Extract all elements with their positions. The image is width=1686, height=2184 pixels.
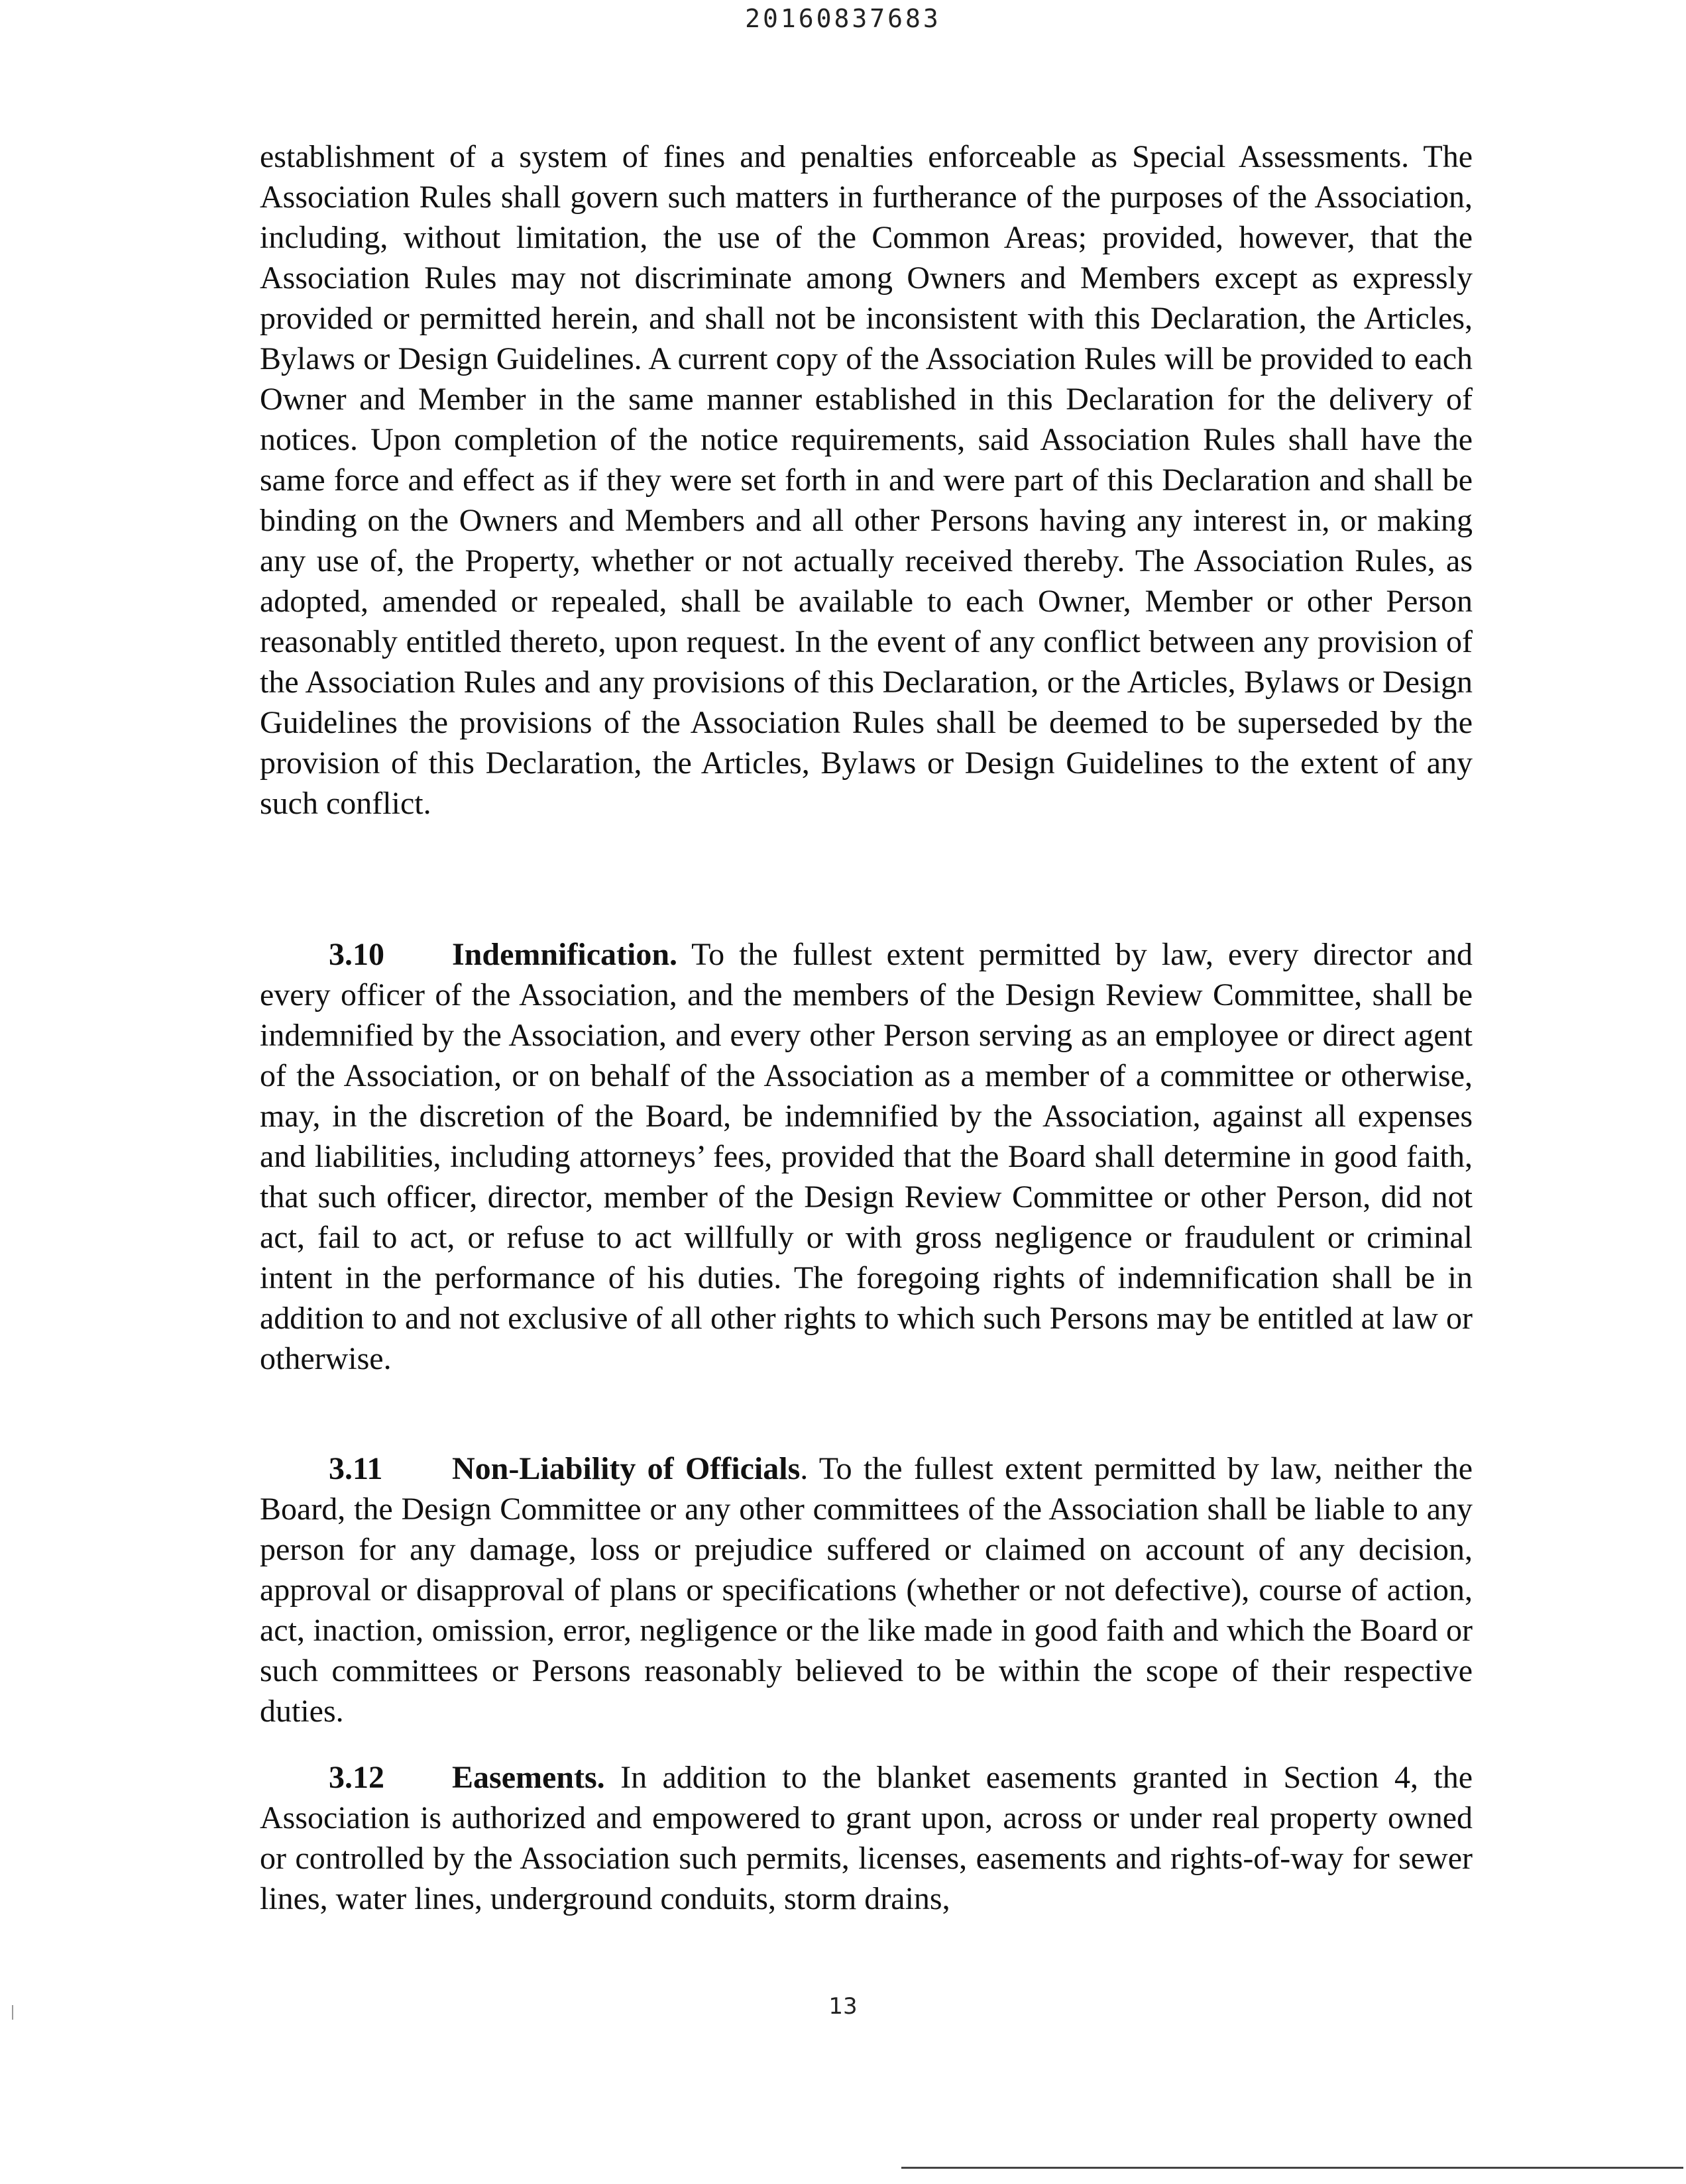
section-heading: Indemnification. [452, 937, 678, 972]
section-3-12 [260, 1757, 1473, 1919]
section-body: To the fullest extent permitted by law, every director and every officer of the Association, and the members of the Design Review Committee, shall be indemnified by the Association, and every other Person serving as an employee or direct agent of the Association, or on behalf of the Association as a member of a committee or otherwise, may, in the discretion of the Board, be indemnified by the Association, against all expenses and liabilities, including attorneys’ fees, provided that the Board shall determine in good faith, that such officer, director, member of the Design Review Committee or other Person, did not act, fail to act, or refuse to act willfully or with gross negligence or fraudulent or criminal intent in the performance of his duties. The foregoing rights of indemnification shall be in addition to and not exclusive of all other rights to which such Persons may be entitled at law or otherwise. [260, 937, 1473, 1376]
section-body: . To the fullest extent permitted by law, neither the Board, the Design Committee or any other committees of the Association shall be liable to any person for any damage, loss or prejudice suffered or claimed on account of any decision, approval or disapproval of plans or specifications (whether or not defective), course of action, act, inaction, omission, error, negligence or the like made in good faith and which the Board or such committees or Persons reasonably believed to be within the scope of their respective duties. [260, 1451, 1473, 1729]
section-3-11 [260, 1448, 1473, 1731]
bottom-rule [901, 2167, 1683, 2169]
continuation-paragraph: establishment of a system of fines and penalties enforceable as Special Assessments. The Association Rules shall govern such matters in furtherance of the purposes of the Association, including, without limitation, the use of the Common Areas; provided, however, that the Association Rules may not discriminate among Owners and Members except as expressly provided or permitted herein, and shall not be inconsistent with this Declaration, the Articles, Bylaws or Design Guidelines. A current copy of the Association Rules will be provided to each Owner and Member in the same manner established in this Declaration for the delivery of notices. Upon completion of the notice requirements, said Association Rules shall have the same force and effect as if they were set forth in and were part of this Declaration and shall be binding on the Owners and Members and all other Persons having any interest in, or making any use of, the Property, whether or not actually received thereby. The Association Rules, as adopted, amended or repealed, shall be available to each Owner, Member or other Person reasonably entitled thereto, upon request. In the event of any conflict between any provision of the Association Rules and any provisions of this Declaration, or the Articles, Bylaws or Design Guidelines the provisions of the Association Rules shall be deemed to be superseded by the provision of this Declaration, the Articles, Bylaws or Design Guidelines to the extent of any such conflict. [260, 139, 1473, 821]
page-number: 13 [828, 1993, 858, 2020]
section-number: 3.10 [329, 937, 384, 972]
section-heading: Non-Liability of Officials [452, 1451, 801, 1486]
document-number: 20160837683 [745, 4, 941, 33]
scan-artifact [12, 2005, 13, 2020]
section-heading: Easements. [452, 1760, 605, 1795]
section-3-10 [260, 934, 1473, 1379]
section-body: In addition to the blanket easements granted in Section 4, the Association is authorized and empowered to grant upon, across or under real property owned or controlled by the Association such permits, licenses, easements and rights-of-way for sewer lines, water lines, underground conduits, storm drains, [260, 1760, 1473, 1916]
section-number: 3.11 [329, 1451, 383, 1486]
section-number: 3.12 [329, 1760, 384, 1795]
